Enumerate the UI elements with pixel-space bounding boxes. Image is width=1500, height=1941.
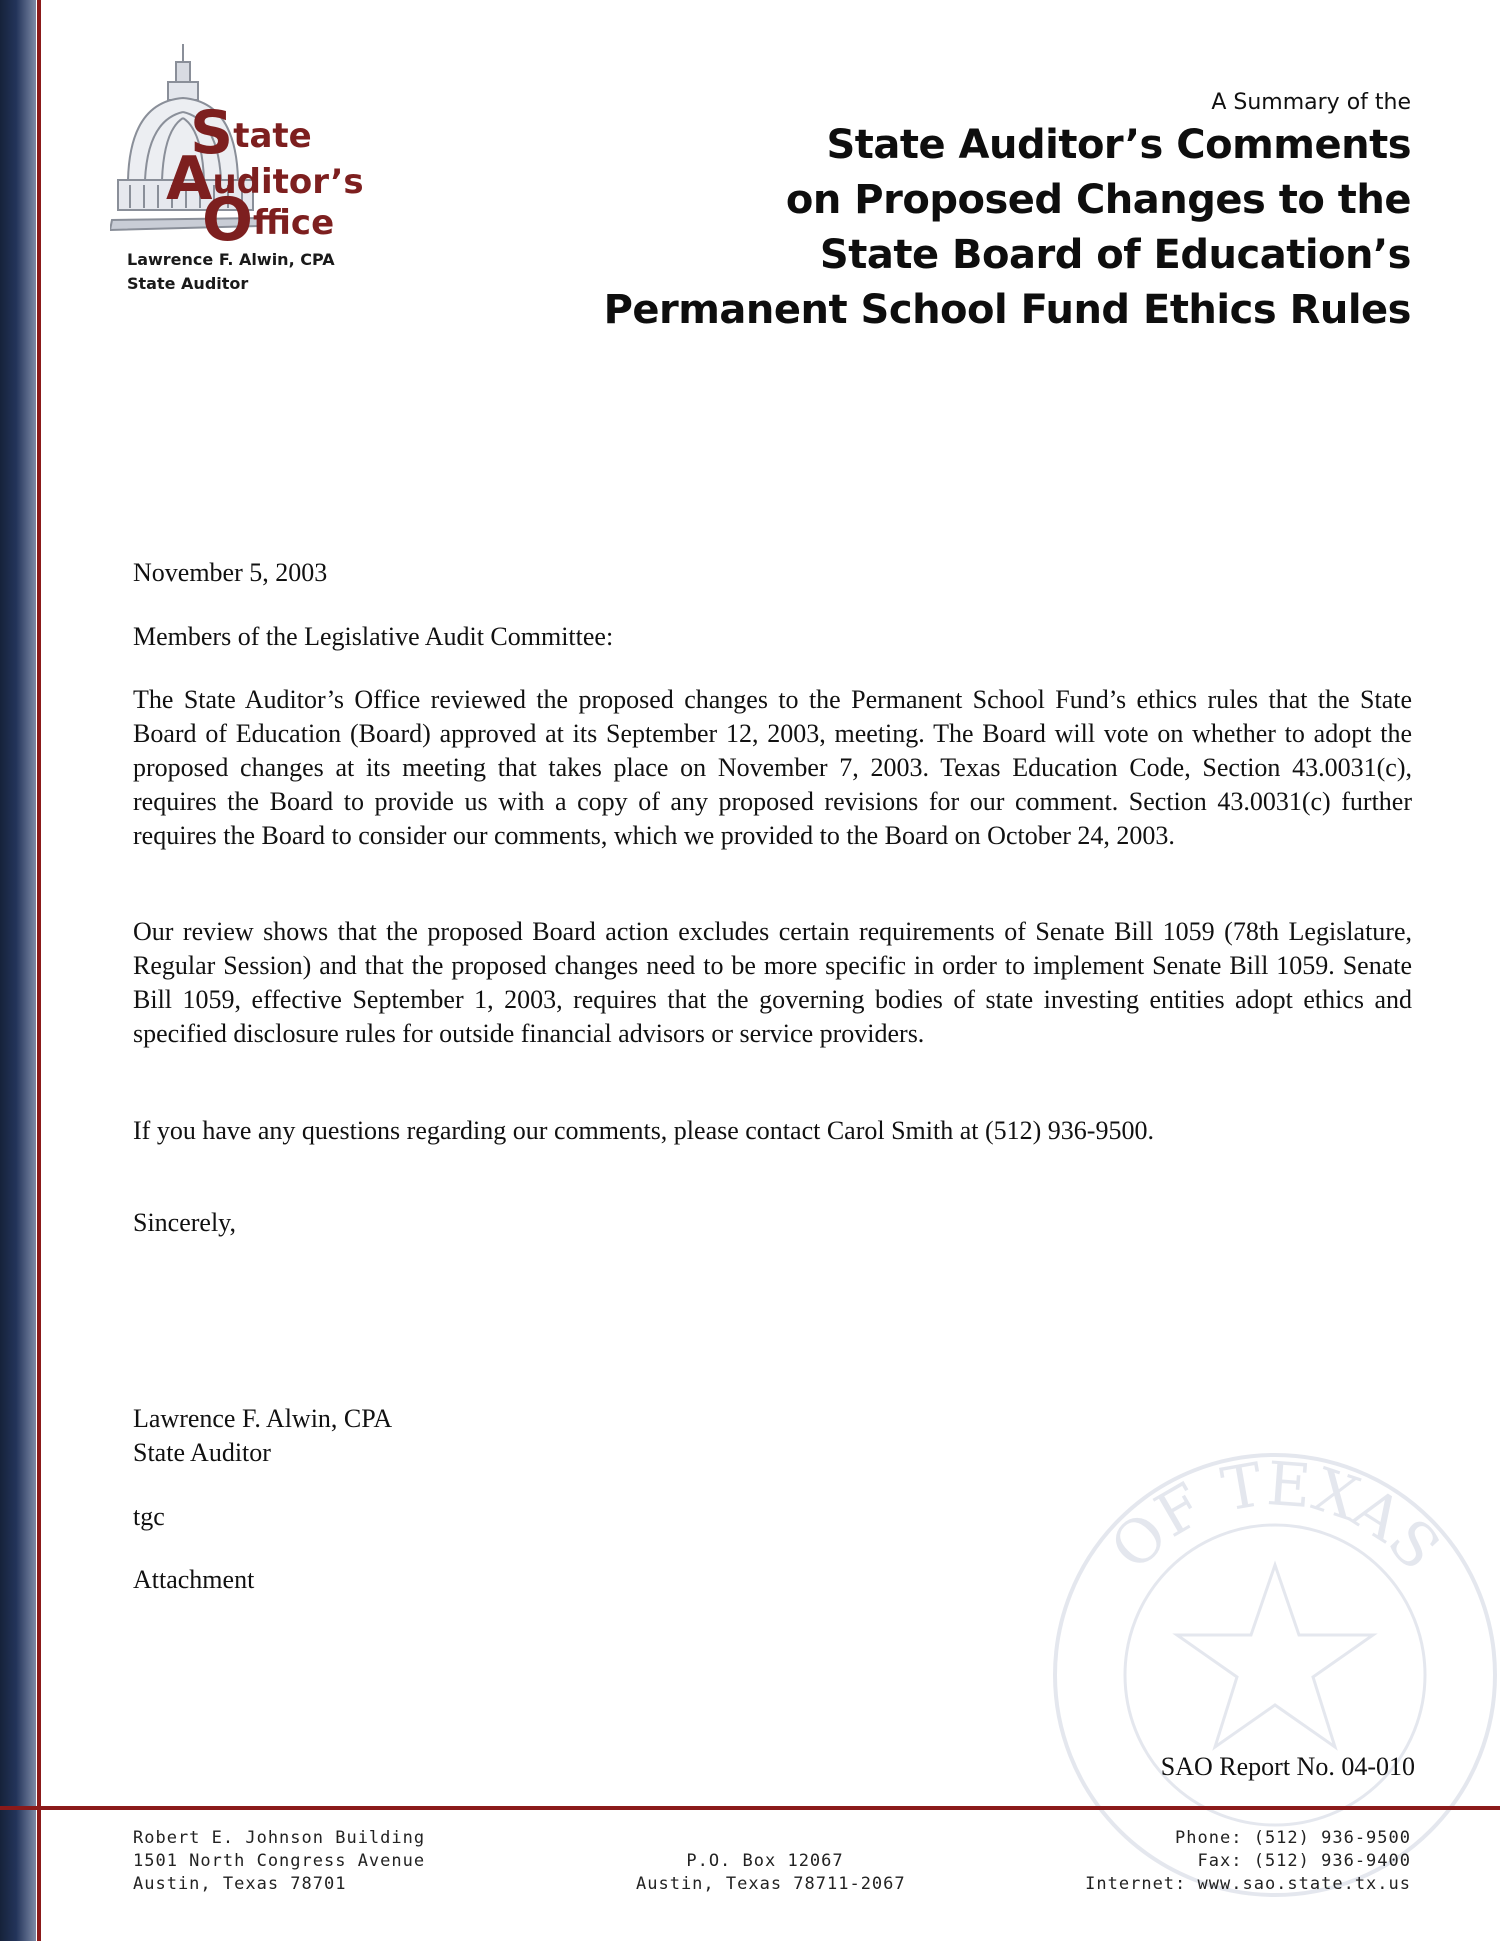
footer-contact-value: www.sao.state.tx.us [1197,1874,1411,1894]
footer-phone [1085,1827,1411,1850]
footer-address-line: 1501 North Congress Avenue [133,1851,426,1871]
state-auditors-office-logo [110,40,370,255]
logo-word-auditors-rest: uditor’s [212,162,364,202]
footer-po-line: P.O. Box 12067 [686,1851,844,1871]
body-paragraph: The State Auditor’s Office reviewed the proposed changes to the Permanent School Fund’s ethics rules that the State Board of Education (Board) approved at its September 12, 2003, meeting. The Board will vote on whether to adopt the proposed changes at its meeting that takes place on November 7, 2003. Texas Education Code, Section 43.0031(c), requires the Board to provide us with a copy of any proposed revisions for our comment. Section 43.0031(c) further requires the Board to consider our comments, which we provided to the Board on October 24, 2003. [133,685,1412,850]
logo-initial-s: S [190,98,234,168]
title-line: State Auditor’s Comments [826,122,1411,168]
body-paragraph: If you have any questions regarding our comments, please contact Carol Smith at (512) 936-9500. [133,1116,1154,1145]
signer-title: State Auditor [133,1438,271,1467]
seal-text: OF TEXAS [1097,1449,1454,1584]
footer-contact-label: Fax: [1197,1851,1243,1871]
logo-word-office-rest: ffice [253,203,335,243]
attachment-note: Attachment [133,1565,255,1594]
footer-contact-value: (512) 936-9500 [1253,1828,1411,1848]
letter-salutation: Members of the Legislative Audit Committee: [133,622,614,651]
footer-fax [1085,1850,1411,1873]
footer-contact-value: (512) 936-9400 [1253,1851,1411,1871]
footer-internet [1085,1873,1411,1896]
title-kicker: A Summary of the [1211,90,1411,115]
logo-initial-o: O [202,185,254,255]
title-line: Permanent School Fund Ethics Rules [603,287,1411,333]
signer-name: Lawrence F. Alwin, CPA [133,1404,393,1433]
footer-po-box [636,1850,906,1896]
footer-po-line: Austin, Texas 78711-2067 [636,1874,906,1894]
logo-initial-a: A [166,144,213,214]
typist-initials: tgc [133,1502,165,1531]
left-border-bar [0,0,36,1941]
footer-red-rule [0,1806,1500,1810]
left-red-rule [37,0,41,1941]
body-paragraph: Our review shows that the proposed Board action excludes certain requirements of Senate Bill 1059 (78th Legislature, Regular Session) and that the proposed changes need to be more specific in order to implement Senate Bill 1059. Senate Bill 1059, effective September 1, 2003, requires that the governing bodies of state investing entities adopt ethics and specified disclosure rules for outside financial advisors or service providers. [133,917,1412,1048]
footer-street-address [133,1827,425,1896]
footer-contact-label: Phone: [1175,1828,1243,1848]
letterhead-auditor-name: Lawrence F. Alwin, CPA [127,250,335,269]
letter-closing: Sincerely, [133,1208,236,1237]
document-title [604,118,1411,338]
report-number: SAO Report No. 04-010 [1160,1752,1415,1781]
letter-date: November 5, 2003 [133,558,328,587]
letterhead-auditor-title: State Auditor [127,274,249,293]
title-line: State Board of Education’s [819,232,1411,278]
footer-address-line: Austin, Texas 78701 [133,1874,347,1894]
title-line: on Proposed Changes to the [785,177,1411,223]
footer-contact-label: Internet: [1085,1874,1187,1894]
footer-address-line: Robert E. Johnson Building [133,1828,426,1848]
logo-word-state-rest: tate [233,116,312,156]
footer-contact [1085,1827,1411,1896]
logo-word-office [202,184,335,255]
